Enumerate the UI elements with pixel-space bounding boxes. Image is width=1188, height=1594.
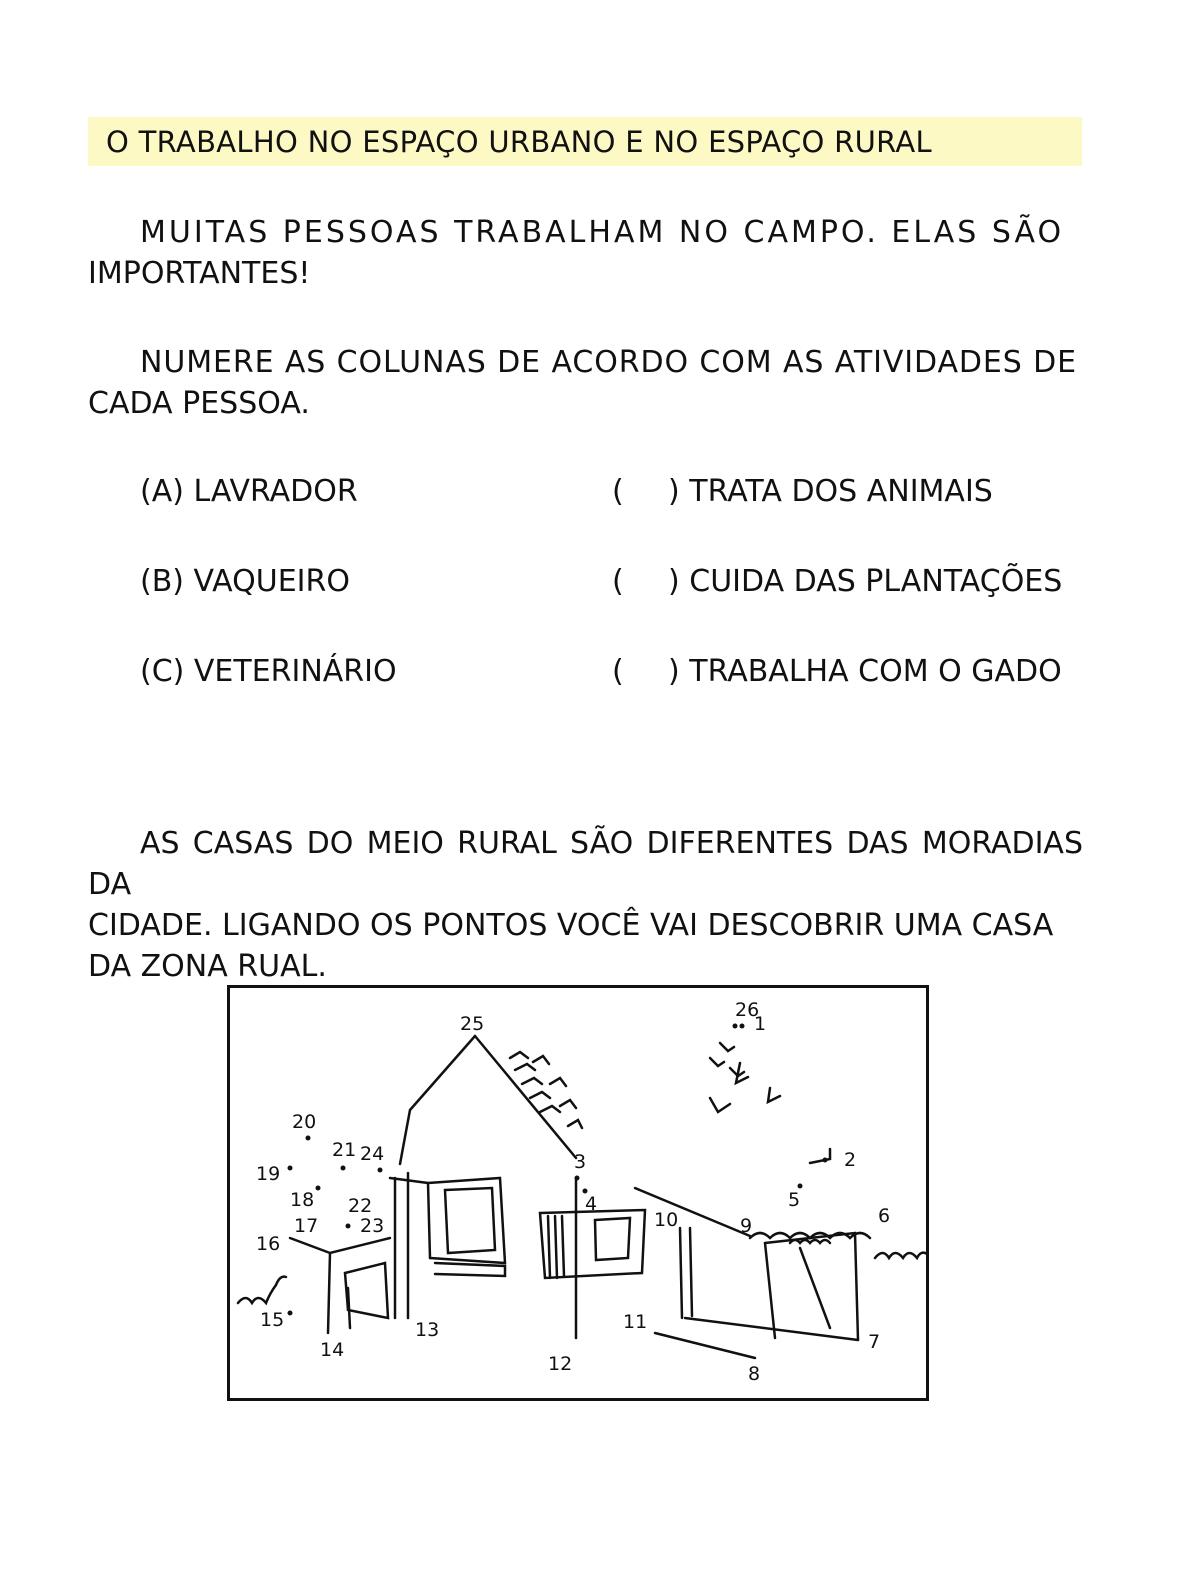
house-line-1: AS CASAS DO MEIO RURAL SÃO DIFERENTES DAS MORADIAS DA (88, 826, 1083, 902)
dot-to-dot-figure (227, 985, 929, 1401)
answer-text-2: ) CUIDA DAS PLANTAÇÕES (668, 564, 1063, 599)
dot-label-18: 18 (290, 1189, 315, 1211)
dot-label-1: 1 (754, 1013, 767, 1035)
house-drawing (230, 988, 926, 1398)
instruction-line-2: CADA PESSOA. (88, 386, 310, 421)
dot-label-5: 5 (788, 1189, 801, 1211)
dot-label-24: 24 (360, 1143, 385, 1165)
dot-label-15: 15 (260, 1309, 285, 1331)
dot-label-11: 11 (623, 1311, 648, 1333)
dot-label-23: 23 (360, 1215, 385, 1237)
dot-label-7: 7 (868, 1331, 881, 1353)
answer-text-3: ) TRABALHA COM O GADO (668, 654, 1062, 689)
dot-label-26: 26 (735, 999, 760, 1021)
dot-label-21: 21 (332, 1139, 357, 1161)
answer-blank-1[interactable]: ( (612, 474, 624, 509)
intro-line-1: MUITAS PESSOAS TRABALHAM NO CAMPO. ELAS SÃO (140, 215, 1065, 250)
dot-label-16: 16 (256, 1233, 281, 1255)
intro-line-2: IMPORTANTES! (88, 256, 311, 291)
answer-blank-3[interactable]: ( (612, 654, 624, 689)
option-a: (A) LAVRADOR (140, 474, 358, 509)
instruction-line-1: NUMERE AS COLUNAS DE ACORDO COM AS ATIVIDADES DE (140, 345, 1078, 380)
answer-row-1[interactable] (612, 474, 993, 509)
dot-label-14: 14 (320, 1339, 345, 1361)
option-b: (B) VAQUEIRO (140, 564, 350, 599)
dot-label-12: 12 (548, 1353, 573, 1375)
dot-label-17: 17 (294, 1215, 319, 1237)
dot-label-2: 2 (844, 1149, 857, 1171)
dot-label-10: 10 (654, 1209, 679, 1231)
title-bar (88, 117, 1082, 166)
dot-label-13: 13 (415, 1319, 440, 1341)
dot-label-6: 6 (878, 1205, 891, 1227)
intro-paragraph (88, 212, 1083, 294)
instruction-paragraph (88, 342, 1083, 424)
dot-label-19: 19 (256, 1163, 281, 1185)
dot-label-20: 20 (292, 1111, 317, 1133)
answer-row-3[interactable] (612, 654, 1062, 689)
house-line-2: CIDADE. LIGANDO OS PONTOS VOCÊ VAI DESCOBRIR UMA CASA (88, 908, 1054, 943)
dot-label-3: 3 (574, 1151, 587, 1173)
answer-blank-2[interactable]: ( (612, 564, 624, 599)
house-paragraph (88, 823, 1083, 987)
option-c: (C) VETERINÁRIO (140, 654, 397, 689)
page-title: O TRABALHO NO ESPAÇO URBANO E NO ESPAÇO RURAL (106, 125, 932, 159)
answer-text-1: ) TRATA DOS ANIMAIS (668, 474, 993, 509)
dot-label-25: 25 (460, 1013, 485, 1035)
house-line-3: DA ZONA RUAL. (88, 949, 327, 984)
dot-label-9: 9 (740, 1215, 753, 1237)
dot-label-8: 8 (748, 1363, 761, 1385)
answer-row-2[interactable] (612, 564, 1062, 599)
dot-label-22: 22 (348, 1195, 373, 1217)
dot-label-4: 4 (585, 1193, 598, 1215)
